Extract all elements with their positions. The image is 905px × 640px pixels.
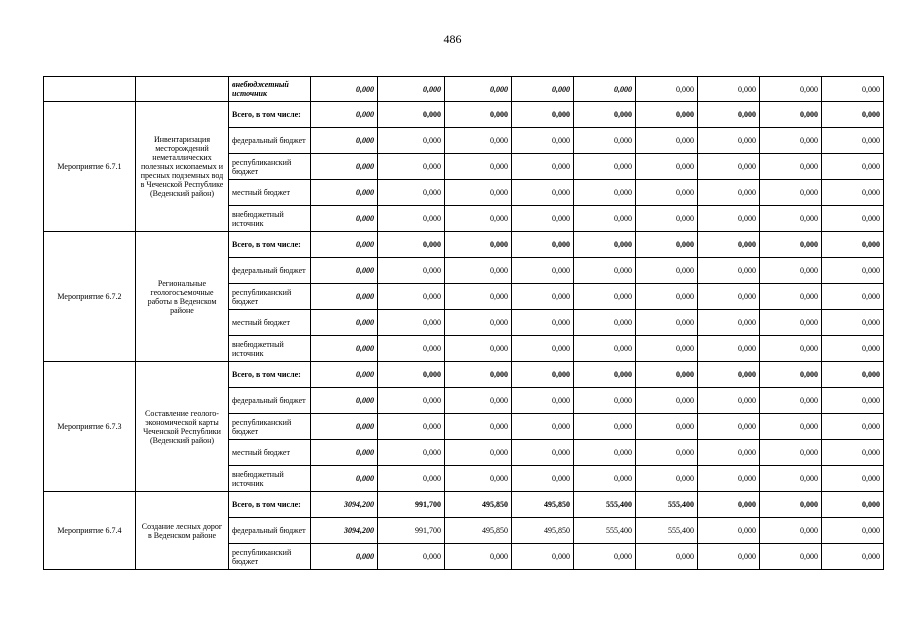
- value-cell: 0,000: [512, 284, 574, 310]
- value-cell: 0,000: [512, 440, 574, 466]
- value-cell: 0,000: [445, 284, 512, 310]
- value-cell: 0,000: [636, 310, 698, 336]
- value-cell: 0,000: [760, 258, 822, 284]
- value-cell: 0,000: [445, 232, 512, 258]
- value-cell: 0,000: [574, 336, 636, 362]
- source-cell: местный бюджет: [229, 310, 311, 336]
- value-cell: 0,000: [698, 180, 760, 206]
- value-cell: 0,000: [822, 544, 884, 570]
- table-row: [44, 77, 884, 102]
- value-cell: 0,000: [378, 77, 445, 102]
- value-cell: 0,000: [822, 336, 884, 362]
- source-cell: местный бюджет: [229, 440, 311, 466]
- value-cell: 0,000: [636, 206, 698, 232]
- value-cell: 0,000: [512, 544, 574, 570]
- value-cell: 0,000: [636, 336, 698, 362]
- value-cell: 0,000: [378, 154, 445, 180]
- value-cell: 0,000: [445, 77, 512, 102]
- source-cell: Всего, в том числе:: [229, 362, 311, 388]
- value-cell: 0,000: [574, 310, 636, 336]
- value-cell: 3094,200: [311, 518, 378, 544]
- value-cell: 0,000: [698, 544, 760, 570]
- value-cell: 0,000: [822, 284, 884, 310]
- value-cell: 0,000: [822, 258, 884, 284]
- value-cell: 0,000: [698, 336, 760, 362]
- value-cell: 991,700: [378, 518, 445, 544]
- value-cell: 0,000: [760, 518, 822, 544]
- value-cell: 555,400: [574, 492, 636, 518]
- value-cell: 0,000: [445, 544, 512, 570]
- measure-description: Создание лесных дорог в Веденском районе: [136, 492, 229, 570]
- value-cell: 0,000: [698, 258, 760, 284]
- value-cell: 0,000: [760, 310, 822, 336]
- value-cell: 0,000: [311, 440, 378, 466]
- value-cell: 0,000: [445, 258, 512, 284]
- source-cell: республиканский бюджет: [229, 284, 311, 310]
- value-cell: 0,000: [636, 414, 698, 440]
- value-cell: 0,000: [822, 128, 884, 154]
- value-cell: 0,000: [378, 440, 445, 466]
- value-cell: 0,000: [311, 232, 378, 258]
- value-cell: 0,000: [445, 206, 512, 232]
- value-cell: 0,000: [636, 102, 698, 128]
- value-cell: 0,000: [311, 180, 378, 206]
- value-cell: 0,000: [760, 284, 822, 310]
- value-cell: 495,850: [512, 492, 574, 518]
- value-cell: 0,000: [311, 77, 378, 102]
- value-cell: 0,000: [698, 206, 760, 232]
- value-cell: 0,000: [512, 154, 574, 180]
- measure-label: Мероприятие 6.7.2: [44, 232, 136, 362]
- value-cell: 0,000: [574, 102, 636, 128]
- value-cell: 0,000: [574, 232, 636, 258]
- value-cell: 0,000: [512, 414, 574, 440]
- table-row: [44, 232, 884, 258]
- value-cell: 0,000: [378, 544, 445, 570]
- value-cell: 0,000: [698, 492, 760, 518]
- value-cell: 0,000: [445, 388, 512, 414]
- value-cell: 0,000: [760, 440, 822, 466]
- value-cell: 495,850: [445, 492, 512, 518]
- value-cell: 0,000: [445, 336, 512, 362]
- value-cell: 0,000: [636, 180, 698, 206]
- value-cell: 0,000: [445, 362, 512, 388]
- value-cell: 0,000: [698, 362, 760, 388]
- value-cell: 0,000: [822, 154, 884, 180]
- value-cell: 0,000: [698, 414, 760, 440]
- value-cell: 0,000: [512, 388, 574, 414]
- value-cell: 0,000: [445, 128, 512, 154]
- value-cell: 0,000: [512, 102, 574, 128]
- value-cell: 0,000: [822, 180, 884, 206]
- value-cell: 0,000: [378, 362, 445, 388]
- value-cell: 0,000: [311, 336, 378, 362]
- value-cell: 0,000: [311, 102, 378, 128]
- source-cell: федеральный бюджет: [229, 518, 311, 544]
- value-cell: 555,400: [636, 492, 698, 518]
- value-cell: 0,000: [378, 180, 445, 206]
- value-cell: 0,000: [636, 77, 698, 102]
- value-cell: 0,000: [760, 414, 822, 440]
- value-cell: 0,000: [822, 362, 884, 388]
- value-cell: 0,000: [512, 180, 574, 206]
- value-cell: 0,000: [760, 336, 822, 362]
- value-cell: 0,000: [636, 362, 698, 388]
- value-cell: 0,000: [574, 414, 636, 440]
- value-cell: 0,000: [311, 414, 378, 440]
- empty-cell: [136, 77, 229, 102]
- source-cell: Всего, в том числе:: [229, 232, 311, 258]
- value-cell: 0,000: [512, 232, 574, 258]
- value-cell: 991,700: [378, 492, 445, 518]
- value-cell: 0,000: [760, 544, 822, 570]
- value-cell: 0,000: [512, 336, 574, 362]
- value-cell: 0,000: [822, 232, 884, 258]
- value-cell: 0,000: [311, 128, 378, 154]
- measure-description: Составление геолого-экономической карты Чеченской Республики (Веденский район): [136, 362, 229, 492]
- value-cell: 0,000: [698, 440, 760, 466]
- value-cell: 0,000: [311, 258, 378, 284]
- measure-description: Инвентаризация месторождений неметаллических полезных ископаемых и пресных подземных вод в Чеченской Республике (Веденский район): [136, 102, 229, 232]
- value-cell: 0,000: [698, 466, 760, 492]
- value-cell: 0,000: [445, 102, 512, 128]
- source-cell: внебюджетный источник: [229, 206, 311, 232]
- value-cell: 0,000: [822, 77, 884, 102]
- value-cell: 0,000: [378, 232, 445, 258]
- value-cell: 0,000: [760, 154, 822, 180]
- value-cell: 0,000: [636, 258, 698, 284]
- measure-description: Региональные геологосъемочные работы в Веденском районе: [136, 232, 229, 362]
- value-cell: 0,000: [822, 206, 884, 232]
- value-cell: 0,000: [445, 180, 512, 206]
- value-cell: 0,000: [822, 440, 884, 466]
- value-cell: 0,000: [822, 102, 884, 128]
- value-cell: 0,000: [512, 206, 574, 232]
- value-cell: 0,000: [311, 154, 378, 180]
- value-cell: 0,000: [574, 284, 636, 310]
- value-cell: 0,000: [822, 388, 884, 414]
- value-cell: 0,000: [378, 128, 445, 154]
- value-cell: 0,000: [760, 102, 822, 128]
- value-cell: 0,000: [378, 466, 445, 492]
- value-cell: 0,000: [311, 206, 378, 232]
- value-cell: 0,000: [698, 232, 760, 258]
- source-cell: внебюджетный источник: [229, 336, 311, 362]
- table-row: [44, 362, 884, 388]
- value-cell: 0,000: [574, 128, 636, 154]
- measure-label: Мероприятие 6.7.3: [44, 362, 136, 492]
- measure-label: Мероприятие 6.7.4: [44, 492, 136, 570]
- value-cell: 0,000: [378, 388, 445, 414]
- source-cell: федеральный бюджет: [229, 128, 311, 154]
- value-cell: 0,000: [574, 206, 636, 232]
- value-cell: 495,850: [445, 518, 512, 544]
- source-cell: Всего, в том числе:: [229, 492, 311, 518]
- value-cell: 0,000: [311, 544, 378, 570]
- value-cell: 0,000: [311, 310, 378, 336]
- value-cell: 0,000: [311, 388, 378, 414]
- value-cell: 0,000: [760, 206, 822, 232]
- value-cell: 495,850: [512, 518, 574, 544]
- table-row: [44, 102, 884, 128]
- value-cell: 0,000: [760, 466, 822, 492]
- value-cell: 0,000: [378, 284, 445, 310]
- value-cell: 0,000: [445, 310, 512, 336]
- value-cell: 0,000: [822, 414, 884, 440]
- value-cell: 0,000: [512, 128, 574, 154]
- value-cell: 0,000: [760, 232, 822, 258]
- source-cell: республиканский бюджет: [229, 414, 311, 440]
- value-cell: 0,000: [636, 466, 698, 492]
- value-cell: 0,000: [698, 154, 760, 180]
- value-cell: 0,000: [698, 77, 760, 102]
- table-row: [44, 492, 884, 518]
- measure-label: Мероприятие 6.7.1: [44, 102, 136, 232]
- source-cell: внебюджетный источник: [229, 77, 311, 102]
- value-cell: 0,000: [311, 466, 378, 492]
- value-cell: 0,000: [378, 414, 445, 440]
- value-cell: 0,000: [574, 258, 636, 284]
- source-cell: республиканский бюджет: [229, 154, 311, 180]
- value-cell: 0,000: [574, 154, 636, 180]
- value-cell: 0,000: [574, 77, 636, 102]
- value-cell: 0,000: [512, 310, 574, 336]
- value-cell: 0,000: [760, 77, 822, 102]
- value-cell: 555,400: [636, 518, 698, 544]
- value-cell: 0,000: [512, 466, 574, 492]
- value-cell: 0,000: [760, 128, 822, 154]
- value-cell: 0,000: [698, 310, 760, 336]
- value-cell: 0,000: [445, 466, 512, 492]
- value-cell: 0,000: [822, 492, 884, 518]
- value-cell: 0,000: [512, 362, 574, 388]
- value-cell: 0,000: [574, 180, 636, 206]
- value-cell: 0,000: [512, 258, 574, 284]
- value-cell: 0,000: [445, 414, 512, 440]
- source-cell: местный бюджет: [229, 180, 311, 206]
- value-cell: 3094,200: [311, 492, 378, 518]
- value-cell: 0,000: [636, 440, 698, 466]
- value-cell: 0,000: [636, 154, 698, 180]
- source-cell: внебюджетный источник: [229, 466, 311, 492]
- value-cell: 0,000: [636, 284, 698, 310]
- value-cell: 0,000: [574, 362, 636, 388]
- empty-cell: [44, 77, 136, 102]
- value-cell: 0,000: [378, 336, 445, 362]
- value-cell: 0,000: [574, 544, 636, 570]
- value-cell: 0,000: [512, 77, 574, 102]
- value-cell: 0,000: [822, 466, 884, 492]
- value-cell: 0,000: [574, 440, 636, 466]
- source-cell: республиканский бюджет: [229, 544, 311, 570]
- value-cell: 0,000: [698, 102, 760, 128]
- value-cell: 0,000: [698, 284, 760, 310]
- value-cell: 0,000: [636, 388, 698, 414]
- source-cell: федеральный бюджет: [229, 388, 311, 414]
- value-cell: 0,000: [822, 310, 884, 336]
- value-cell: 0,000: [698, 128, 760, 154]
- value-cell: 555,400: [574, 518, 636, 544]
- value-cell: 0,000: [760, 388, 822, 414]
- funding-table: [43, 76, 884, 570]
- value-cell: 0,000: [822, 518, 884, 544]
- value-cell: 0,000: [378, 206, 445, 232]
- page-number: 486: [443, 32, 462, 46]
- value-cell: 0,000: [636, 544, 698, 570]
- value-cell: 0,000: [574, 466, 636, 492]
- value-cell: 0,000: [311, 362, 378, 388]
- value-cell: 0,000: [698, 518, 760, 544]
- value-cell: 0,000: [760, 492, 822, 518]
- value-cell: 0,000: [760, 180, 822, 206]
- value-cell: 0,000: [760, 362, 822, 388]
- source-cell: Всего, в том числе:: [229, 102, 311, 128]
- source-cell: федеральный бюджет: [229, 258, 311, 284]
- value-cell: 0,000: [445, 154, 512, 180]
- value-cell: 0,000: [445, 440, 512, 466]
- value-cell: 0,000: [636, 232, 698, 258]
- value-cell: 0,000: [378, 258, 445, 284]
- value-cell: 0,000: [378, 102, 445, 128]
- value-cell: 0,000: [378, 310, 445, 336]
- value-cell: 0,000: [311, 284, 378, 310]
- value-cell: 0,000: [698, 388, 760, 414]
- value-cell: 0,000: [636, 128, 698, 154]
- value-cell: 0,000: [574, 388, 636, 414]
